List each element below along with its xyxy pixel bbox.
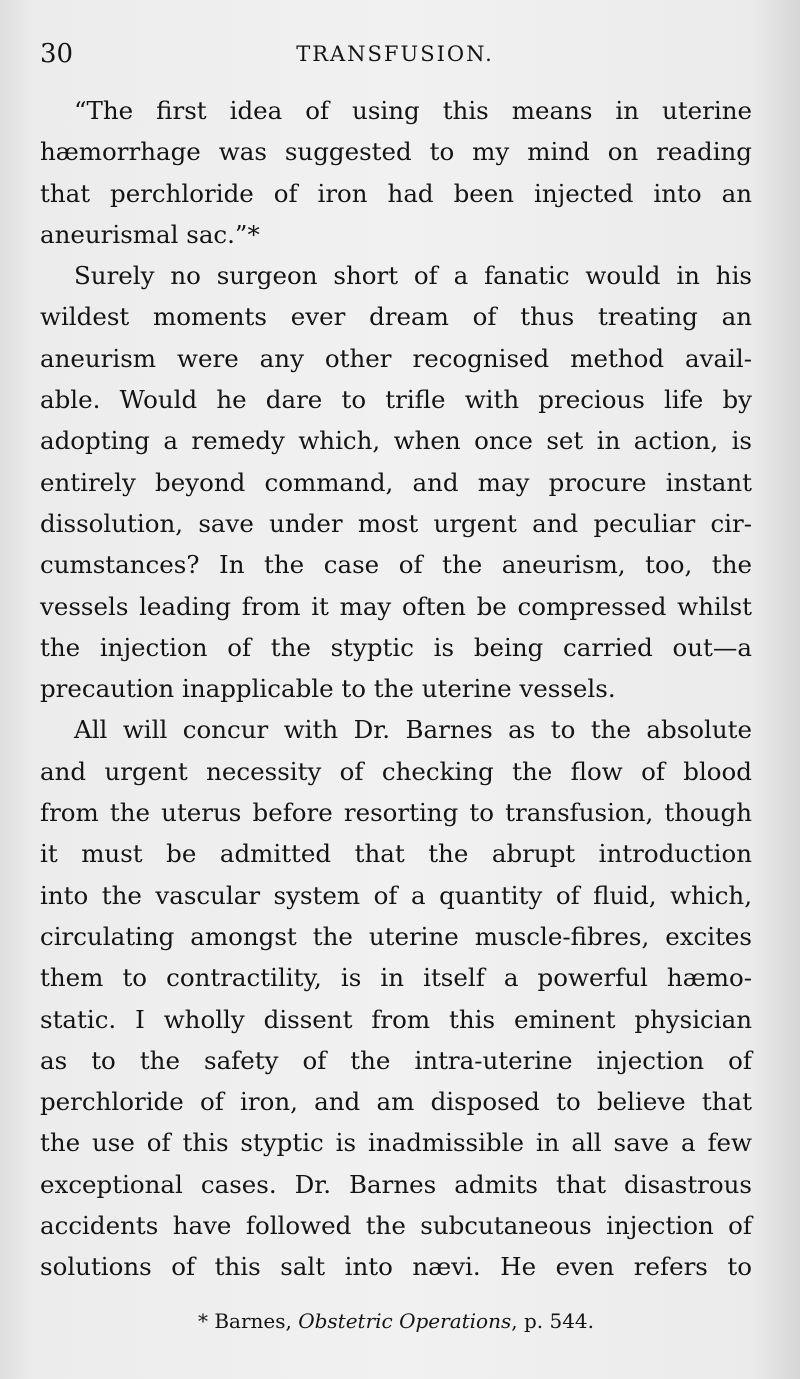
- text-line: as to the safety of the intra-uterine injection of: [40, 1045, 752, 1075]
- text-line: accidents have followed the subcutaneous injection of: [40, 1211, 752, 1241]
- footnote: [40, 1306, 752, 1336]
- footnote-page: , p. 544.: [511, 1309, 595, 1333]
- text-line: cumstances? In the case of the aneurism, too, the: [40, 550, 752, 580]
- text-line: and urgent necessity of checking the flow of blood: [40, 756, 752, 786]
- text-line: exceptional cases. Dr. Barnes admits that disastrous: [40, 1169, 752, 1199]
- text-line: “The first idea of using this means in uterine: [74, 96, 752, 125]
- text-line: adopting a remedy which, when once set in action, is: [40, 426, 752, 456]
- text-line: entirely beyond command, and may procure instant: [40, 467, 752, 497]
- text-line: perchloride of iron, and am disposed to believe that: [40, 1087, 752, 1117]
- text-line: static. I wholly dissent from this eminent physician: [40, 1004, 752, 1034]
- text-line: All will concur with Dr. Barnes as to the absolute: [74, 715, 752, 745]
- text-line: solutions of this salt into nævi. He even refers to: [40, 1252, 752, 1282]
- text-line: vessels leading from it may often be compressed whilst: [40, 591, 752, 621]
- text-line: from the uterus before resorting to transfusion, though: [40, 798, 752, 828]
- text-line: them to contractility, is in itself a powerful hæmo-: [40, 963, 752, 993]
- text-line: that perchloride of iron had been injected into an: [40, 178, 752, 208]
- text-line: it must be admitted that the abrupt introduction: [40, 839, 752, 869]
- body-text: [40, 90, 752, 1288]
- text-line: the injection of the styptic is being carried out—a: [40, 632, 752, 662]
- page-header: [40, 34, 750, 74]
- text-line: circulating amongst the uterine muscle-fibres, excites: [40, 921, 752, 951]
- footnote-marker: * Barnes,: [197, 1309, 299, 1333]
- text-line: into the vascular system of a quantity of fluid, which,: [40, 880, 752, 910]
- running-head: TRANSFUSION.: [296, 42, 494, 66]
- footnote-title: Obstetric Operations: [298, 1309, 512, 1333]
- text-line: the use of this styptic is inadmissible in all save a few: [40, 1128, 752, 1158]
- text-line: able. Would he dare to trifle with precious life by: [40, 385, 752, 415]
- page-number: 30: [40, 39, 74, 69]
- text-line: dissolution, save under most urgent and peculiar cir-: [40, 508, 752, 538]
- text-line: aneurism were any other recognised method avail-: [40, 343, 752, 373]
- text-line: wildest moments ever dream of thus treating an: [40, 302, 752, 332]
- text-line: Surely no surgeon short of a fanatic would in his: [74, 261, 752, 291]
- text-line: hæmorrhage was suggested to my mind on reading: [40, 137, 752, 167]
- text-line: precaution inapplicable to the uterine vessels.: [40, 674, 616, 704]
- text-line: aneurismal sac.”*: [40, 219, 260, 249]
